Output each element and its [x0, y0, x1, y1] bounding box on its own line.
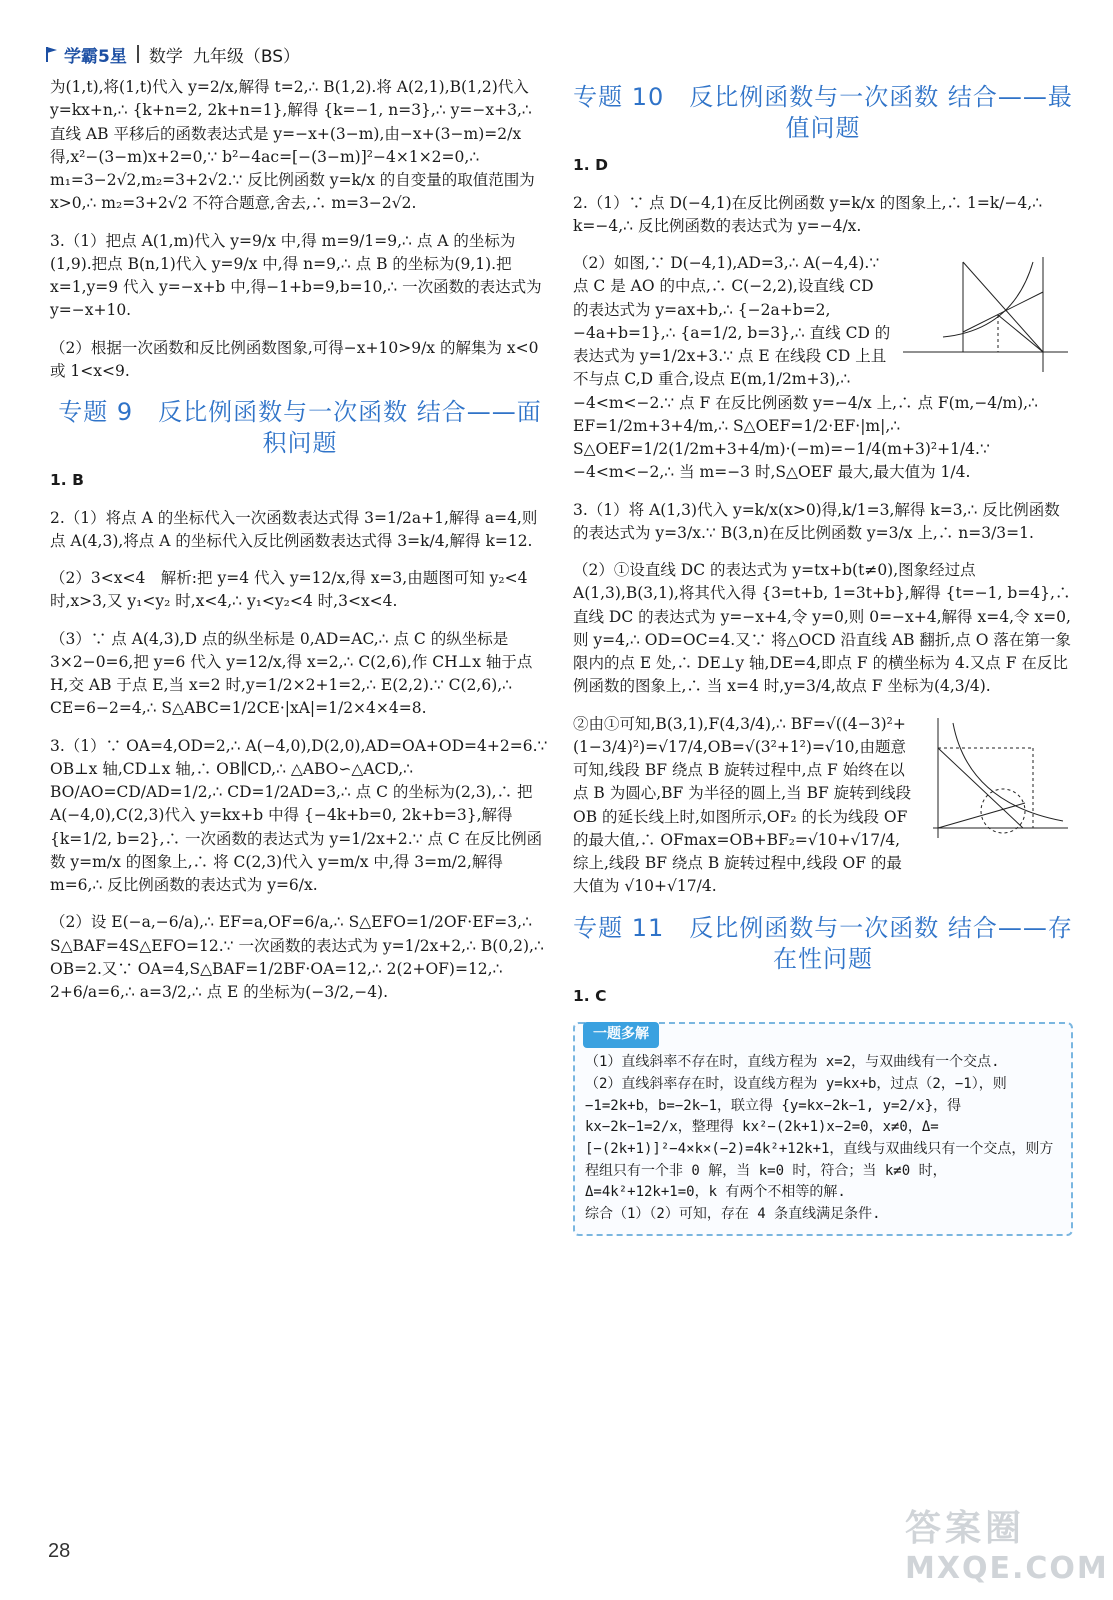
right-q2b: （2）如图,∵ D(−4,1),AD=3,∴ A(−4,4).∵ 点 C 是 AO 的中点,∴ C(−2,2),设直线 CD 的表达式为 y=ax+b,∴ {−2a+b=2, −4a+b=1},∴ {a=1/2, b=3},∴ 直线 CD 的表达式为 y=1/2x+3.∵ 点 E 在线段 CD 上且不与点 C,D 重合,设点 E(m,1/2m+3),∴ −4<m<−2.∵ 点 F 在反比例函数 y=−4/x 上,∴ 点 F(m,−4/m),∴ EF=1/2m+3+4/m,∴ S△OEF=1/2·EF·|m|,∴ S△OEF=1/2(1/2m+3+4/m)·(−m)=−1/4(m+3)²+1/4.∵ −4<m<−2,∴ 当 m=−3 时,S△OEF 最大,最大值为 1/4. [573, 254, 1038, 482]
left-column [50, 76, 550, 1018]
multi-solution-line-1: （1）直线斜率不存在时，直线方程为 x=2，与双曲线有一个交点. [585, 1054, 1000, 1071]
left-paragraph-8: （2）设 E(−a,−6/a),∴ EF=a,OF=6/a,∴ S△EFO=1/2OF·EF=3,∴ S△BAF=4S△EFO=12.∵ 一次函数的表达式为 y=1/2x+2,∴ B(0,2),∴ OB=2.又∵ OA=4,S△BAF=1/2BF·OA=12,∴ 2(2+OF)=12,∴ 2+6/a=6,∴ a=3/2,∴ 点 E 的坐标为(−3/2,−4). [50, 913, 544, 1002]
left-paragraph-1: 为(1,t),将(1,t)代入 y=2/x,解得 t=2,∴ B(1,2).将 A(2,1),B(1,2)代入 y=kx+n,∴ {k+n=2, 2k+n=1},解得 {k=−1, n=3},∴ y=−x+3,∴ 直线 AB 平移后的函数表达式是 y=−x+(3−m),由−x+(3−m)=2/x 得,x²−(3−m)x+2=0,∵ b²−4ac=[−(3−m)]²−4×1×2=0,∴ m₁=3−2√2,m₂=3+2√2.∵ 反比例函数 y=k/x 的自变量的取值范围为 x>0,∴ m₂=3+2√2 不符合题意,舍去,∴ m=3−2√2. [50, 78, 535, 213]
brand-logo [44, 42, 127, 67]
right-q3a: 3.（1）将 A(1,3)代入 y=k/x(x>0)得,k/1=3,解得 k=3,∴ 反比例函数的表达式为 y=3/x.∵ B(3,n)在反比例函数 y=3/x 上,∴ n=3/3=1. [573, 500, 1060, 542]
flag-icon [44, 45, 60, 63]
multi-solution-tag: 一题多解 [583, 1022, 659, 1048]
grade-label: 九年级（BS） [192, 46, 300, 67]
section-heading-10: 专题 10 反比例函数与一次函数 结合——最值问题 [573, 83, 1073, 143]
brand-name: 学霸5星 [64, 46, 127, 67]
left-paragraph-4: 2.（1）将点 A 的坐标代入一次函数表达式得 3=1/2a+1,解得 a=4,则点 A(4,3),将点 A 的坐标代入反比例函数表达式得 3=k/4,解得 k=12. [50, 508, 538, 550]
watermark-logo [905, 1500, 1109, 1590]
header-divider [137, 45, 139, 63]
watermark-top: 答案圈 [905, 1508, 1026, 1549]
answer-11-1: 1. C [573, 987, 607, 1005]
right-q2a: 2.（1）∵ 点 D(−4,1)在反比例函数 y=k/x 的图象上,∴ 1=k/−4,∴ k=−4,∴ 反比例函数的表达式为 y=−4/x. [573, 193, 1043, 235]
multi-solution-box [573, 1022, 1073, 1236]
figure-rotation [923, 713, 1073, 848]
left-paragraph-5: （2）3<x<4 解析:把 y=4 代入 y=12/x,得 x=3,由题图可知 y₂<4 时,x>3,又 y₁<y₂ 时,x<4,∴ y₁<y₂<4 时,3<x<4. [50, 569, 528, 611]
section-heading-11: 专题 11 反比例函数与一次函数 结合——存在性问题 [573, 913, 1073, 973]
answer-10-1: 1. D [573, 156, 608, 175]
left-paragraph-6: （3）∵ 点 A(4,3),D 点的纵坐标是 0,AD=AC,∴ 点 C 的纵坐标是 3×2−0=6,把 y=6 代入 y=12/x,得 x=2,∴ C(2,6),作 CH⊥x 轴于点 H,交 AB 于点 E,当 x=2 时,y=1/2×2+1=2,∴ E(2,2).∵ C(2,6),∴ CE=6−2=4,∴ S△ABC=1/2CE·|xA|=1/2×4×4=8. [50, 629, 533, 718]
right-q3c: ②由①可知,B(3,1),F(4,3/4),∴ BF=√((4−3)²+(1−3/4)²)=√17/4,OB=√(3²+1²)=√10,由题意可知,线段 BF 绕点 B 旋转过程中,点 F 始终在以点 B 为圆心,BF 为半径的圆上,当 BF 旋转到线段 OB 的延长线上时,如图所示,OF₂ 的长为线段 OF 的最大值,∴ OFmax=OB+BF₂=√10+√17/4,综上,线段 BF 绕点 B 旋转过程中,线段 OF 的最大值为 √10+√17/4. [573, 714, 912, 896]
watermark-bottom: MXQE.COM [905, 1551, 1109, 1586]
left-paragraph-3: （2）根据一次函数和反比例函数图象,可得−x+10>9/x 的解集为 x<0 或 1<x<9. [50, 338, 539, 380]
section-heading-9: 专题 9 反比例函数与一次函数 结合——面积问题 [58, 398, 542, 458]
page-number: 28 [48, 1540, 71, 1562]
multi-solution-line-3: 综合（1）（2）可知，存在 4 条直线满足条件. [585, 1206, 881, 1223]
subject-label: 数学 [148, 46, 183, 67]
left-paragraph-2: 3.（1）把点 A(1,m)代入 y=9/x 中,得 m=9/1=9,∴ 点 A 的坐标为(1,9).把点 B(n,1)代入 y=9/x 中,得 n=9,∴ 点 B 的坐标为(9,1).把 x=1,y=9 代入 y=−x+b 中,得−1+b=9,b=10,∴ 一次函数的表达式为 y=−x+10. [50, 231, 542, 320]
right-q3b: （2）①设直线 DC 的表达式为 y=tx+b(t≠0),图象经过点 A(1,3),B(3,1),将其代入得 {3=t+b, 1=3t+b},解得 {t=−1, b=4},∴ 直线 DC 的表达式为 y=−x+4,令 y=0,则 0=−x+4,解得 x=4,令 x=0,则 y=4,∴ OD=OC=4.又∵ 将△OCD 沿直线 AB 翻折,点 O 落在第一象限内的点 E 处,∴ DE⊥y 轴,DE=4,即点 F 的横坐标为 4.又点 F 在反比例函数的图象上,∴ 当 x=4 时,y=3/4,故点 F 坐标为(4,3/4). [573, 561, 1071, 696]
answer-1: 1. B [50, 471, 84, 490]
right-column [573, 76, 1073, 1236]
figure-hyperbola-cd [903, 252, 1073, 382]
left-paragraph-7: 3.（1）∵ OA=4,OD=2,∴ A(−4,0),D(2,0),AD=OA+OD=4+2=6.∵ OB⊥x 轴,CD⊥x 轴,∴ OB∥CD,∴ △ABO∽△ACD,∴ BO/AO=CD/AD=1/2,∴ CD=1/2AD=3,∴ 点 C 的坐标为(2,3),∴ 把 A(−4,0),C(2,3)代入 y=kx+b 中得 {−4k+b=0, 2k+b=3},解得 {k=1/2, b=2},∴ 一次函数的表达式为 y=1/2x+2.∵ 点 C 在反比例函数 y=m/x 的图象上,∴ 将 C(2,3)代入 y=m/x 中,得 3=m/2,解得 m=6,∴ 反比例函数的表达式为 y=6/x. [50, 736, 548, 895]
multi-solution-line-2: （2）直线斜率存在时，设直线方程为 y=kx+b，过点（2，−1），则−1=2k+b，b=−2k−1，联立得 {y=kx−2k−1, y=2/x}，得 kx−2k−1=2/x，整理得 kx²−(2k+1)x−2=0，x≠0，Δ=[−(2k+1)]²−4×k×(−2)=4k²+12k+1，直线与双曲线只有一个交点，则方程组只有一个非 0 解，当 k=0 时，符合；当 k≠0 时，Δ=4k²+12k+1=0，k 有两个不相等的解. [585, 1075, 1054, 1201]
page-header [44, 40, 300, 68]
